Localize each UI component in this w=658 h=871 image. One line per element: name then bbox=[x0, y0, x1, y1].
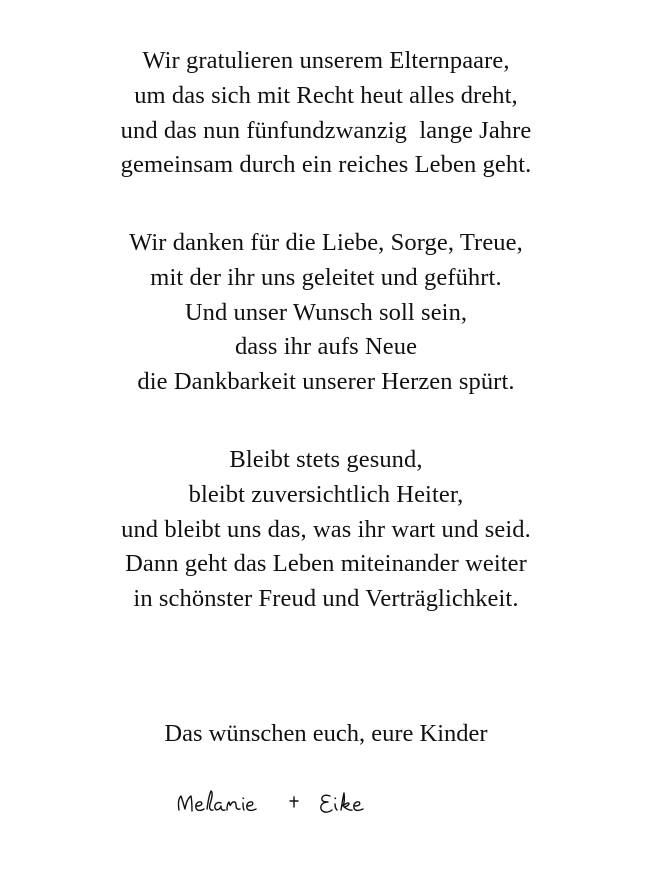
poem-line: und bleibt uns das, was ihr wart und seid. bbox=[121, 515, 531, 543]
poem-line: die Dankbarkeit unserer Herzen spürt. bbox=[137, 368, 515, 396]
poem-line: Dann geht das Leben miteinander weiter bbox=[125, 550, 527, 578]
poem-line: gemeinsam durch ein reiches Leben geht. bbox=[120, 151, 532, 179]
poem-line: in schönster Freud und Verträglichkeit. bbox=[133, 585, 519, 613]
handwritten-signature bbox=[170, 782, 390, 826]
poem-line: und das nun fünfundzwanzig lange Jahre bbox=[120, 116, 532, 144]
closing-line: Das wünschen euch, eure Kinder bbox=[164, 720, 488, 747]
poem-line: mit der ihr uns geleitet und geführt. bbox=[150, 263, 502, 291]
poem-line: bleibt zuversichtlich Heiter, bbox=[188, 480, 464, 508]
poem-line: Wir danken für die Liebe, Sorge, Treue, bbox=[129, 229, 523, 256]
poem-line: Wir gratulieren unserem Elternpaare, bbox=[142, 47, 510, 74]
poem-line: Bleibt stets gesund, bbox=[229, 446, 423, 473]
poem-stanza-2 bbox=[0, 226, 652, 400]
poem-line: dass ihr aufs Neue bbox=[234, 333, 418, 361]
poem-line: Und unser Wunsch soll sein, bbox=[184, 298, 468, 326]
poem-stanza-3 bbox=[0, 443, 652, 617]
poem-line: um das sich mit Recht heut alles dreht, bbox=[134, 81, 518, 109]
poem-stanza-1 bbox=[0, 44, 652, 183]
